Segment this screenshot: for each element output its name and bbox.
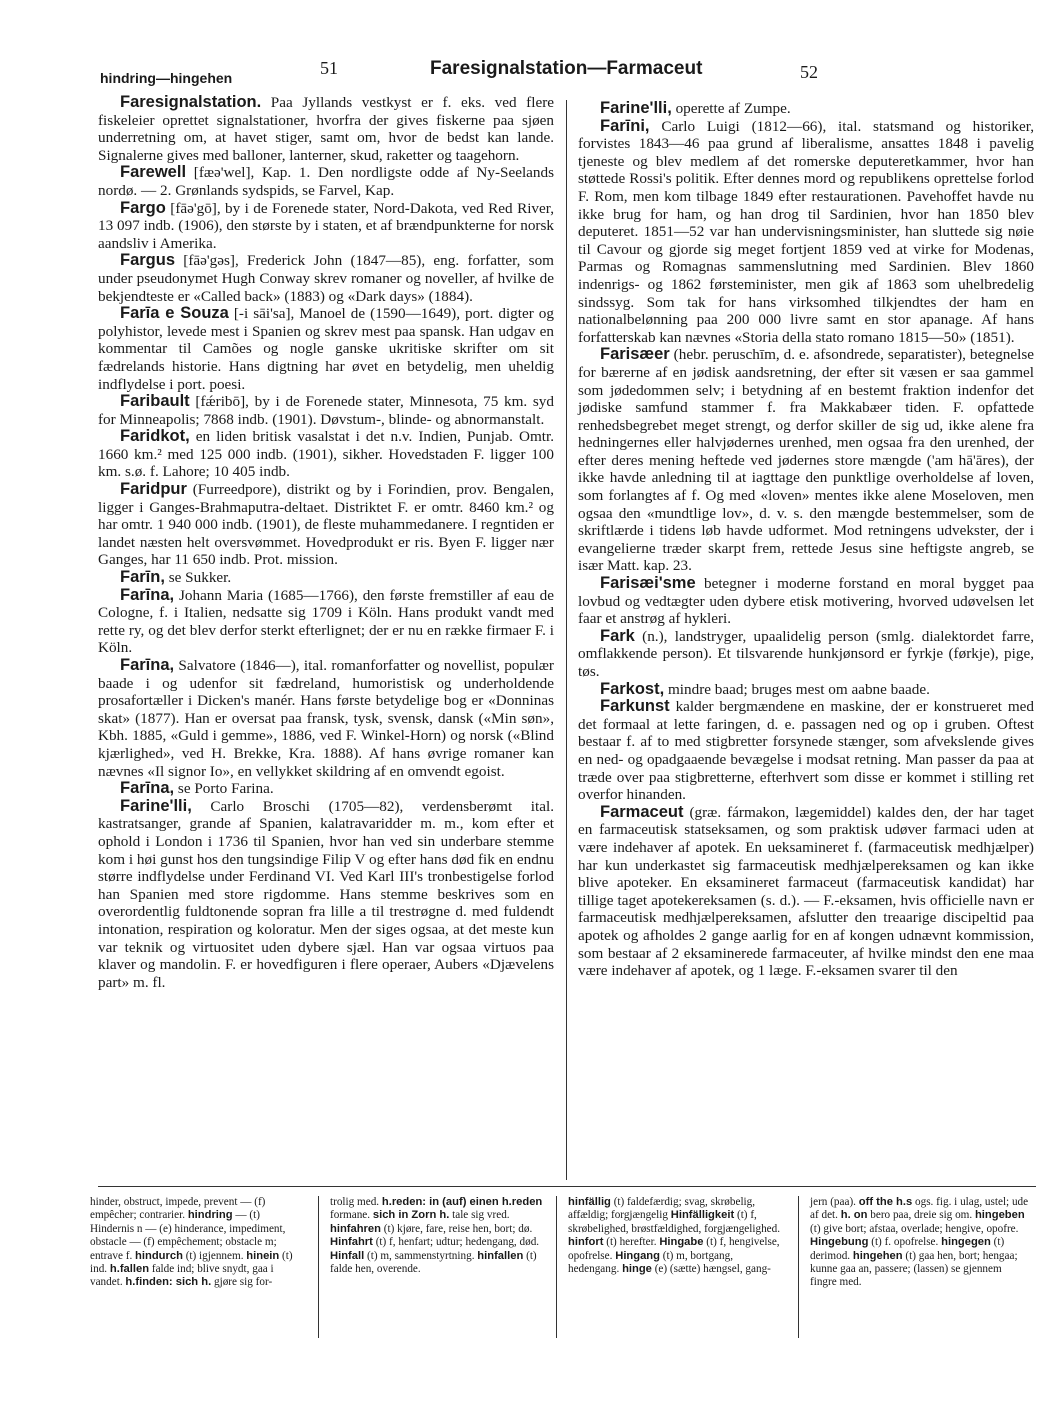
glossary-headword: hingegen: [941, 1236, 991, 1249]
dictionary-entry: [98, 393, 554, 428]
glossary-text: (e) (sætte) hængsel, gang-: [651, 1263, 771, 1276]
dictionary-entry: [578, 346, 1034, 575]
glossary-headword: Hinfälligkeit: [670, 1209, 735, 1222]
glossary-text: tale sig vred.: [449, 1209, 510, 1222]
dictionary-entry: [578, 575, 1034, 628]
glossary-headword: off the h.s: [858, 1196, 913, 1208]
glossary-text: gjøre sig for-: [211, 1276, 273, 1289]
glossary-headword: h.reden: in (auf) einen h.reden: [381, 1196, 543, 1208]
dictionary-entry: [98, 587, 554, 657]
glossary-text: (t) m, sammenstyrtning.: [364, 1249, 475, 1262]
dictionary-entry: [578, 100, 1034, 118]
glossary-headword: hinein: [246, 1249, 280, 1262]
glossary-headword: hinfort: [568, 1236, 604, 1249]
dictionary-entry: [98, 780, 554, 798]
glossary-text: (t) herefter.: [603, 1236, 657, 1249]
entry-text: [fæə'wel], Kap. 1. Den nordligste odde af Ny-Seelands nordø. — 2. Grønlands sydspids, se Farvel, Kap.: [98, 164, 554, 199]
entry-text: betegner i moderne forstand en moral bygget paa lovbud og vedtægter uden dybere etisk motivering, hvorved udøvelsen let faar et anstrøg af hykleri.: [578, 575, 1034, 628]
entry-text: Johann Maria (1685—1766), den første fremstiller af eau de Cologne, f. i Italien, nedsatte sig 1709 i Köln. Hans produkt vandt med rette ry, og det blev derfor sterkt efterlignet; der er nu en række firmaer F. i Köln.: [98, 586, 554, 657]
glossary-text: (t) give bort; afstaa, overlade; hengive, opofre.: [810, 1222, 1019, 1235]
glossary-text: (t) f, skrøbelighed, brøstfældighed, forgjængelighed.: [568, 1209, 781, 1235]
glossary-headword: hinfahren: [330, 1222, 381, 1235]
glossary-text: (t) gaa hen, bort; hengaa; kunne gaa an, passere; (lassen) se gjennem fingre med.: [810, 1249, 1018, 1289]
glossary-text: bero paa, dreie sig om.: [867, 1209, 973, 1222]
glossary-text: — (t) Hindernis n — (e) hinderance, impediment, obstacle — (f) empêchement; obstacle m; entrave f.: [90, 1209, 286, 1262]
glossary-text: (t) kjøre, fare, reise hen, bort; dø.: [380, 1222, 533, 1235]
glossary-text: (t) f, henfart; udtur; hedengang, død.: [372, 1236, 540, 1249]
entry-text: kalder bergmændene en maskine, der er konstrueret med det formaal at lette faringen, d. e. passagen ned og op i gruben. Oftest bestaar f. af to med stigbretter forsynede stænger, som afvekslende gives en ned- og opadgaaende bevægelse i modsat retning. Man passer da paa at træde over paa stigbretterne, efterhvert som disse er kommet i stilling ret overfor hinanden.: [578, 698, 1034, 804]
page-number-left: 51: [320, 58, 338, 78]
glossary-headword: hindring: [187, 1209, 233, 1222]
dictionary-entry: [98, 164, 554, 199]
glossary-headword: hinge: [622, 1263, 652, 1276]
entry-headword: Farmaceut: [600, 802, 684, 821]
dictionary-entry: [98, 798, 554, 992]
footer-divider-1: [318, 1196, 319, 1338]
entry-headword: Faridpur: [120, 480, 187, 499]
dictionary-entry: [578, 118, 1034, 347]
glossary-text: hinder, obstruct, impede, prevent — (f) empêcher; contrarier.: [90, 1196, 266, 1222]
left-column: [98, 94, 554, 991]
glossary-text: falde ind; blive snydt, gaa i vandet.: [90, 1263, 274, 1289]
entry-headword: Farīni,: [600, 116, 650, 135]
entry-headword: Faribault: [120, 392, 190, 411]
entry-text: (n.), landstryger, upaalidelig person (smlg. dialektordet farre, omflakkende person). Et tilsvarende hunkjønsord er fyrkje (førkje), pige, tøs.: [578, 627, 1034, 680]
entry-headword: Faresignalstation.: [120, 93, 262, 111]
dictionary-entry: [578, 698, 1034, 804]
entry-text: en liden britisk vasalstat i det n.v. Indien, Punjab. Omtr. 1660 km.² med 125 000 indb. (1901), sikher. Hovedstaden F. ligger 100 km. s.ø. f. Lahore; 10 405 indb.: [98, 428, 554, 481]
running-head-left: hindring—hingehen: [100, 70, 233, 86]
entry-headword: Farisæi'sme: [600, 574, 696, 593]
footer-divider: [98, 1186, 1036, 1187]
entry-text: Carlo Luigi (1812—66), ital. statsmand og historiker, forvistes 1843—46 paa grund af liberalisme, ansattes 1848 i pavelig tjeneste og blev medlem af det romerske deputeretkammer, hvor han støttede Rossi's politik. Efter dennes mord og republikens oprettelse forlod F. Rom, men kom tilbage 1849 efter restaurationen. Pavehoffet havde nu ikke brug for ham, og han drog til Sardinien, hvor han 1850 blev deputeret. 1851—52 var han undervisningsminister, han sluttede sig nøie til Cavour og gjorde sig meget fortjent 1859 ved at virke for Modenas, Parmas og Romagnas sammenslutning med Sardinien. Blev 1860 indenrigs- og 1862 førsteminister, men gik af 1863 som uhelbredelig sindssyg. Som tak for hans virksomhed tilkjendtes der ham en nationalbelønning paa 200 000 livre samt en stor apanage. Af hans forfatterskab kan nævnes «Storia della stato romano 1815—50» (1851).: [578, 117, 1034, 346]
entry-headword: Fargo: [120, 198, 166, 217]
glossary-text: (t) faldefærdig; svag, skrøbelig, affældig; forgjængelig: [568, 1196, 756, 1222]
entry-headword: Farīn,: [120, 568, 165, 587]
entry-headword: Farīa e Souza: [120, 304, 229, 323]
glossary-headword: Hinfall: [330, 1249, 365, 1262]
entry-text: se Sukker.: [164, 569, 232, 587]
glossary-headword: hingehen: [852, 1249, 903, 1262]
entry-headword: Farkost,: [600, 679, 665, 698]
glossary-headword: Hingang: [615, 1249, 660, 1262]
glossary-text: jern (paa).: [810, 1196, 859, 1208]
entry-text: [-i sāi'sa], Manoel de (1590—1649), port. digter og polyhistor, levede mest i Spanien og skrev mest paa spansk. Han udgav en kommentar til Camões og nogle ganske ukritiske skrifter om sit fædrelands historie. Hans digtning har øvet en betydelig, men uheldig indflydelse i port. poesi.: [98, 305, 554, 393]
dictionary-entry: [578, 681, 1034, 699]
glossary-text: (t) igjennem.: [182, 1249, 244, 1262]
glossary-headword: hindurch: [135, 1249, 183, 1262]
glossary-headword: h.fallen: [109, 1263, 150, 1276]
glossary-headword: hinfällig: [568, 1196, 611, 1208]
glossary-text: ogs. fig. i ulag, ustel; ude af det.: [810, 1196, 1029, 1222]
entry-text: (Furreedpore), distrikt og by i Forindien, prov. Bengalen, ligger i Ganges-Brahmaputra-deltaet. Distriktet F. er omtr. 8460 km.² og har omtr. 1 940 000 indb. (1901), de fleste muhammedanere. I regntiden er landet næsten helt oversvømmet. Hovedprodukt er ris. Byen F. ligger nær Ganges, har 11 650 indb. Prot. mission.: [98, 481, 554, 569]
dictionary-entry: [98, 569, 554, 587]
entry-headword: Fark: [600, 626, 635, 645]
glossary-text: (t) f, hengivelse, opofrelse.: [568, 1236, 780, 1262]
glossary-text: (t) f. opofrelse.: [868, 1236, 939, 1249]
entry-headword: Farkunst: [600, 697, 670, 716]
entry-text: Paa Jyllands vestkyst er f. eks. ved flere fiskeleier oprettet signalstationer, hvorfra der gives fiskerne paa sjøen underretning om, at havet stiger, samt om, hvor de bedst kan lande. Signalerne gives med balloner, lanterner, skud, raketter og taagehorn.: [98, 94, 554, 164]
footer-column-3: [568, 1196, 783, 1276]
entry-headword: Faridkot,: [120, 427, 190, 446]
glossary-headword: h.finden: sich h.: [125, 1276, 212, 1289]
dictionary-entry: [578, 628, 1034, 681]
page-number-right: 52: [800, 62, 818, 82]
entry-headword: Farine'lli,: [600, 99, 672, 117]
entry-headword: Farine'lli,: [120, 796, 192, 815]
entry-text: se Porto Farina.: [174, 780, 274, 798]
entry-headword: Farisæer: [600, 345, 670, 364]
footer-column-4: [810, 1196, 1030, 1290]
dictionary-entry: [98, 94, 554, 164]
entry-text: [fāə'gəs], Frederick John (1847—85), eng. forfatter, som under pseudonymet Hugh Conway skrev romaner og noveller, af hvilke de bekjendteste er «Called back» (1883) og «Dark days» (1884).: [98, 252, 554, 305]
entry-text: (græ. fármakon, lægemiddel) kaldes den, der har taget en farmaceutisk statseksamen, og som praktisk udøver farmaci uden at være indehaver af apotek. En ueksamineret f. (farmaceutisk medhjælper) har kun underkastet sig farmaceutisk medhjælpereksamen og kan ikke blive apoteker. En eksamineret farmaceut (farmaceutisk kandidat) har tillige taget apotekereksamen (s. d.). — F.-eksamen, hvis officielle navn er farmaceutisk medhjælpereksamen, afslutter den treaarige discipeltid paa apotek og afholdes 2 gange aarlig for en af kongen udnævnt kommission, som bestaar af 2 eksaminerede farmaceuter, af hvilke mindst den ene maa være indehaver af apotek, og 1 læge. F.-eksamen svarer til den: [578, 803, 1034, 980]
footer-divider-3: [798, 1196, 799, 1338]
glossary-headword: hingeben: [974, 1209, 1025, 1222]
entry-text: Carlo Broschi (1705—82), verdensberømt ital. kastratsanger, grande af Spanien, kalatravaridder m. m., kom efter et ophold i London i 1736 til Spanien, hvor han ved sin underbare stemme kom i høi gunst hos den tungsindige Filip V og efter hans død fik en endnu større indflydelse under Ferdinand VI. Ved Karl III's tronbestigelse forlod han Spanien med store rigdomme. Hans stemme beskrives som en overordentlig fuldtonende sopran fra lille a til trestrøgne d. med fuldendt intonation, respiration og koloratur. Men der siges ogsaa, at det meste kun var teknik og virtuositet uden dybere sjæl. Han var ogsaa virtuos paa klaver og mandolin. F. er hovedfiguren i flere operaer, Aubers «Djævelens part» m. fl.: [98, 797, 554, 991]
entry-text: (hebr. peruschīm, d. e. afsondrede, separatister), betegnelse for bærerne af en jødisk aandsretning, der efter sit væsen er saa gammel som jødedommen selv; i betydning af en bestemt fraktion indenfor det jødiske samfund stammer f. fra Makkabæer tiden. F. opfattede renhedsbegrebet meget strengt, og derfor skiller de sig ud, ikke alene fra hedningernes eller halvjødernes urenhed, men ogsaa fra den urenhed, der efter deres mening heftede ved jødernes store mængde ('am hā'āres), der ikke havde anledning til at iagttage den punktlige overholdelse af loven, som forlangtes af f. Og med «loven» mentes ikke alene Moseloven, men ogsaa den «mundtlige lov», d. v. s. den mængde bestemmelser, som de skriftlærde i tidens løb havde udformet. Mod retningens udvekster, der i evangelierne træder skarpt frem, rettede Jesus sine heftigste angreb, se især Matt. kap. 23.: [578, 346, 1034, 575]
entry-headword: Farīna,: [120, 585, 175, 604]
page-title: Faresignalstation—Farmaceut: [430, 58, 703, 79]
glossary-text: formane.: [330, 1209, 373, 1222]
entry-text: [fāə'gō], by i de Forenede stater, Nord-Dakota, ved Red River, 13 097 indb. (1906), den største by i staten, et af brændpunkterne for norsk aandsliv i Amerika.: [98, 199, 554, 252]
footer-column-1: [90, 1196, 305, 1290]
dictionary-entry: [98, 481, 554, 569]
glossary-headword: hinfallen: [477, 1249, 524, 1262]
glossary-text: (t) m, bortgang, hedengang.: [568, 1249, 733, 1276]
glossary-headword: Hingabe: [659, 1236, 704, 1249]
glossary-headword: Hingebung: [810, 1236, 869, 1249]
dictionary-entry: [98, 428, 554, 481]
dictionary-entry: [578, 804, 1034, 980]
glossary-text: (t) falde hen, overende.: [330, 1249, 537, 1276]
footer-divider-2: [556, 1196, 557, 1338]
dictionary-entry: [98, 305, 554, 393]
glossary-headword: sich in Zorn h.: [372, 1209, 450, 1222]
column-divider: [566, 100, 567, 1180]
dictionary-entry: [98, 252, 554, 305]
dictionary-entry: [98, 200, 554, 253]
entry-headword: Farewell: [120, 163, 187, 182]
entry-headword: Farīna,: [120, 656, 175, 674]
glossary-headword: Hinfahrt: [330, 1236, 373, 1249]
entry-text: [fǽribō], by i de Forenede stater, Minnesota, 75 km. syd for Minneapolis; 7868 indb. (1901). Døvstum-, blinde- og abnormanstalt.: [98, 393, 554, 428]
entry-text: Salvatore (1846—), ital. romanforfatter og novellist, populær baade i og udenfor sit fædreland, humoristisk og underholdende prosafortæller i Dicken's manér. Hans første betydelige bog er «Donninas skat» (1877). Han er oversat paa fransk, tysk, svensk, dansk («Min søn», Kbh. 1885, «Guld i gemme», 1886, ved F. Winkel-Horn) og norsk («Blind kjærlighed», ved H. Brekke, Kra. 1888). Af hans øvrige romaner kan nævnes «Il signor Io», en vellykket skildring af en omvendt egoist.: [98, 657, 554, 780]
right-column: [578, 100, 1034, 980]
glossary-text: trolig med.: [330, 1196, 382, 1208]
glossary-text: (t) derimod.: [810, 1236, 1005, 1262]
entry-headword: Farīna,: [120, 779, 175, 798]
dictionary-entry: [98, 657, 554, 780]
glossary-headword: h. on: [840, 1209, 868, 1222]
entry-headword: Fargus: [120, 251, 176, 270]
entry-text: mindre baad; bruges mest om aabne baade.: [664, 680, 930, 698]
footer-column-2: [330, 1196, 545, 1276]
entry-text: operette af Zumpe.: [671, 100, 791, 117]
glossary-text: (t) ind.: [90, 1249, 293, 1276]
